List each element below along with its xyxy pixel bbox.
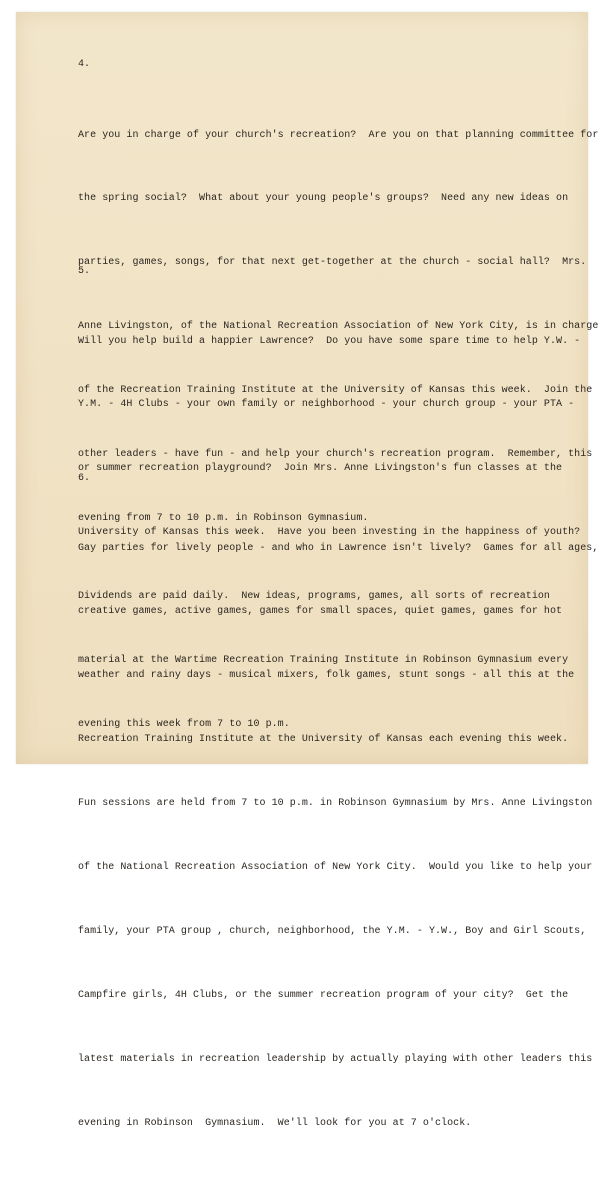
text-line: weather and rainy days - musical mixers, folk games, stunt songs - all this at the [78,670,575,682]
text-line: creative games, active games, games for small spaces, quiet games, games for hot [78,606,563,618]
text-line: or summer recreation playground? Join Mrs. Anne Livingston's fun classes at the [78,463,563,475]
item-number: 6. [78,473,91,484]
text-line: University of Kansas this week. Have you been investing in the happiness of youth? [78,527,581,539]
text-line: evening from 7 to 10 p.m. in Robinson Gymnasium. [78,512,369,524]
text-line: the spring social? What about your young people's groups? Need any new ideas on [78,193,569,205]
text-line: Y.M. - 4H Clubs - your own family or neighborhood - your church group - your PTA - [78,399,575,411]
text-line: other leaders - have fun - and help your church's recreation program. Remember, this [78,449,593,461]
text-line: of the Recreation Training Institute at the University of Kansas this week. Join the [78,385,593,397]
text-line: Dividends are paid daily. New ideas, programs, games, all sorts of recreation [78,591,550,603]
text-line: family, your PTA group , church, neighborhood, the Y.M. - Y.W., Boy and Girl Scouts, [78,925,587,937]
text-line: parties, games, songs, for that next get-together at the church - social hall? Mrs. [78,257,587,269]
text-line: Gay parties for lively people - and who in Lawrence isn't lively? Games for all ages, [78,542,599,554]
text-line: Fun sessions are held from 7 to 10 p.m. in Robinson Gymnasium by Mrs. Anne Livingston [78,798,593,810]
text-line: evening this week from 7 to 10 p.m. [78,718,290,730]
text-line: evening in Robinson Gymnasium. We'll look for you at 7 o'clock. [78,1117,472,1129]
text-line: Campfire girls, 4H Clubs, or the summer recreation program of your city? Get the [78,989,569,1001]
text-line: latest materials in recreation leadership by actually playing with other leaders this [78,1053,593,1065]
text-line: Are you in charge of your church's recreation? Are you on that planning committee for [78,129,599,141]
text-line: of the National Recreation Association of New York City. Would you like to help your [78,862,593,874]
text-line: Anne Livingston, of the National Recreation Association of New York City, is in charge [78,321,599,333]
item-paragraph [78,495,599,1177]
text-line: Will you help build a happier Lawrence? Do you have some spare time to help Y.W. - [78,335,581,347]
item-number: 4. [78,59,91,70]
text-line: material at the Wartime Recreation Training Institute in Robinson Gymnasium every [78,655,569,667]
typed-page [16,12,599,1129]
item-number: 5. [78,266,91,277]
text-line: Recreation Training Institute at the University of Kansas each evening this week. [78,734,569,746]
